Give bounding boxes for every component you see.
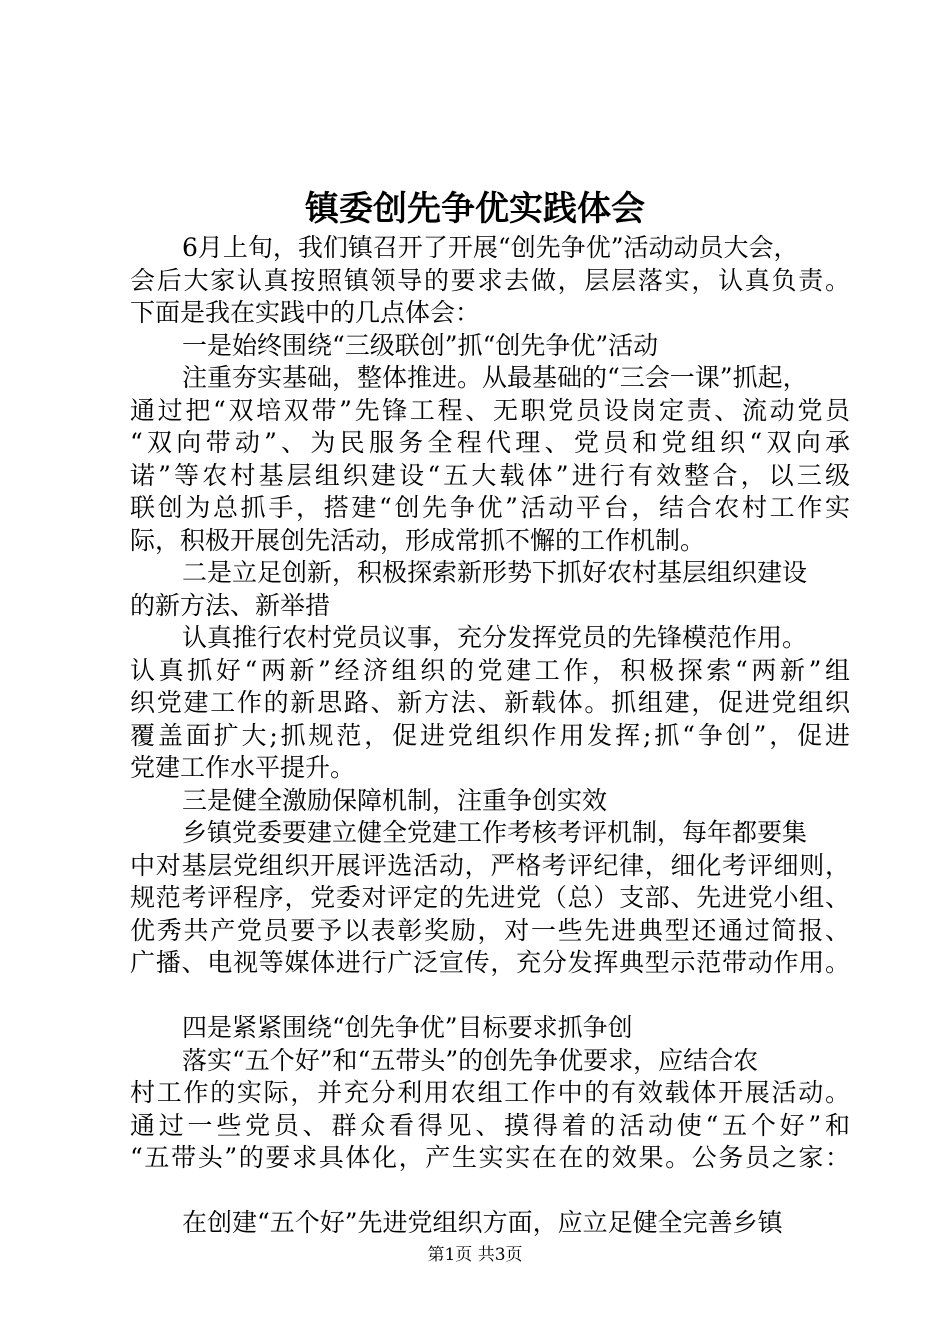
- text-line: 覆盖面扩大;抓规范，促进党组织作用发挥;抓“争创”，促进: [130, 720, 850, 750]
- text-line: 通过一些党员、群众看得见、摸得着的活动使“五个好”和: [130, 1110, 850, 1140]
- blank-line: [130, 1175, 850, 1208]
- text-line: 际，积极开展创先活动，形成常抓不懈的工作机制。: [130, 525, 706, 555]
- text-line: 诺”等农村基层组织建设“五大载体”进行有效整合，以三级: [130, 460, 850, 490]
- text-line: “五带头”的要求具体化，产生实实在在的效果。公务员之家：: [130, 1143, 850, 1172]
- section-heading-2-cont: 的新方法、新举措: [130, 590, 331, 620]
- document-body: [130, 232, 850, 1240]
- text-line: 落实“五个好”和“五带头”的创先争优要求，应结合农: [182, 1045, 759, 1075]
- section-heading-3: 三是健全激励保障机制，注重争创实效: [182, 785, 608, 815]
- text-line: 广播、电视等媒体进行广泛宣传，充分发挥典型示范带动作用。: [130, 948, 850, 977]
- section-heading-4: 四是紧紧围绕“创先争优”目标要求抓争创: [182, 1013, 633, 1042]
- text-line: 织党建工作的新思路、新方法、新载体。抓组建，促进党组织: [130, 688, 850, 717]
- text-line: 认真推行农村党员议事，充分发挥党员的先锋模范作用。: [182, 623, 808, 652]
- text-line: 村工作的实际，并充分利用农组工作中的有效载体开展活动。: [130, 1078, 850, 1107]
- text-line: 中对基层党组织开展评选活动，严格考评纪律，细化考评细则，: [130, 850, 850, 880]
- section-heading-1: 一是始终围绕“三级联创”抓“创先争优”活动: [182, 330, 659, 360]
- text-line: 注重夯实基础，整体推进。从最基础的“三会一课”抓起，: [182, 363, 808, 392]
- section-heading-2: 二是立足创新，积极探索新形势下抓好农村基层组织建设: [182, 558, 808, 587]
- page-footer: 第1页 共3页: [427, 1245, 523, 1265]
- blank-line: [130, 980, 850, 1013]
- text-line: 通过把“双培双带”先锋工程、无职党员设岗定责、流动党员: [130, 395, 850, 425]
- text-line: “双向带动”、为民服务全程代理、党员和党组织“双向承: [130, 428, 850, 457]
- text-line: 党建工作水平提升。: [130, 753, 356, 782]
- text-line: 下面是我在实践中的几点体会：: [130, 298, 481, 327]
- text-line: 联创为总抓手，搭建“创先争优”活动平台，结合农村工作实: [130, 493, 850, 522]
- text-line: 规范考评程序，党委对评定的先进党（总）支部、先进党小组、: [130, 883, 850, 912]
- text-line: 乡镇党委要建立健全党建工作考核考评机制，每年都要集: [182, 818, 808, 847]
- document-title: 镇委创先争优实践体会: [305, 189, 645, 229]
- text-line: 优秀共产党员要予以表彰奖励，对一些先进典型还通过简报、: [130, 915, 850, 945]
- text-line: 6月上旬，我们镇召开了开展“创先争优”活动动员大会，: [182, 233, 799, 262]
- text-line: 会后大家认真按照镇领导的要求去做，层层落实，认真负责。: [130, 265, 850, 295]
- text-line: 在创建“五个好”先进党组织方面，应立足健全完善乡镇: [182, 1208, 783, 1237]
- text-line: 认真抓好“两新”经济组织的党建工作，积极探索“两新”组: [130, 655, 850, 685]
